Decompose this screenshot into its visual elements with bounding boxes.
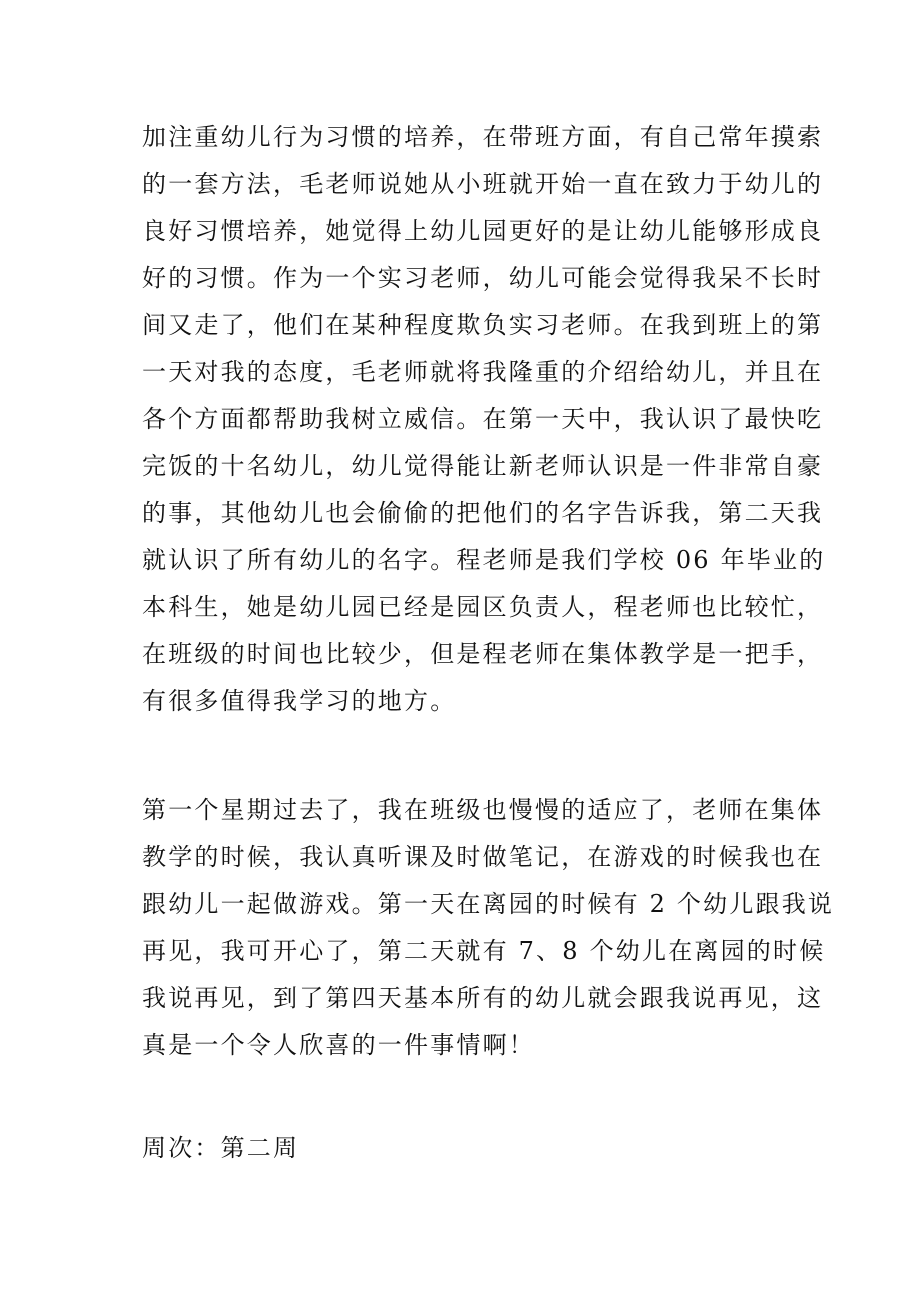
paragraph-line: 真是一个令人欣喜的一件事情啊！ [142,1031,535,1059]
paragraph-line: 本科生，她是幼儿园已经是园区负责人，程老师也比较忙， [142,593,824,621]
paragraph-line: 加注重幼儿行为习惯的培养，在带班方面，有自己常年摸索 [142,123,824,151]
paragraph-line: 一天对我的态度，毛老师就将我隆重的介绍给幼儿，并且在 [142,358,824,386]
paragraph-line: 我说再见，到了第四天基本所有的幼儿就会跟我说再见，这 [142,984,824,1012]
paragraph-line: 在班级的时间也比较少，但是程老师在集体教学是一把手， [142,640,824,668]
paragraph-line: 良好习惯培养，她觉得上幼儿园更好的是让幼儿能够形成良 [142,217,824,245]
paragraph-line: 完饭的十名幼儿，幼儿觉得能让新老师认识是一件非常自豪 [142,452,824,480]
paragraph-line: 的一套方法，毛老师说她从小班就开始一直在致力于幼儿的 [142,170,824,198]
week-heading: 周次：第二周 [142,1134,300,1162]
paragraph-line: 再见，我可开心了，第二天就有 7、8 个幼儿在离园的时候 [142,937,826,965]
paragraph-line: 第一个星期过去了，我在班级也慢慢的适应了，老师在集体 [142,796,824,824]
paragraph-line: 有很多值得我学习的地方。 [142,687,457,715]
paragraph-line: 教学的时候，我认真听课及时做笔记，在游戏的时候我也在 [142,843,824,871]
paragraph-line: 各个方面都帮助我树立威信。在第一天中，我认识了最快吃 [142,405,824,433]
paragraph-line: 的事，其他幼儿也会偷偷的把他们的名字告诉我，第二天我 [142,499,824,527]
paragraph-line: 跟幼儿一起做游戏。第一天在离园的时候有 2 个幼儿跟我说 [142,890,835,918]
paragraph-line: 间又走了，他们在某种程度欺负实习老师。在我到班上的第 [142,311,824,339]
paragraph-line: 就认识了所有幼儿的名字。程老师是我们学校 06 年毕业的 [142,546,826,574]
paragraph-line: 好的习惯。作为一个实习老师，幼儿可能会觉得我呆不长时 [142,264,824,292]
